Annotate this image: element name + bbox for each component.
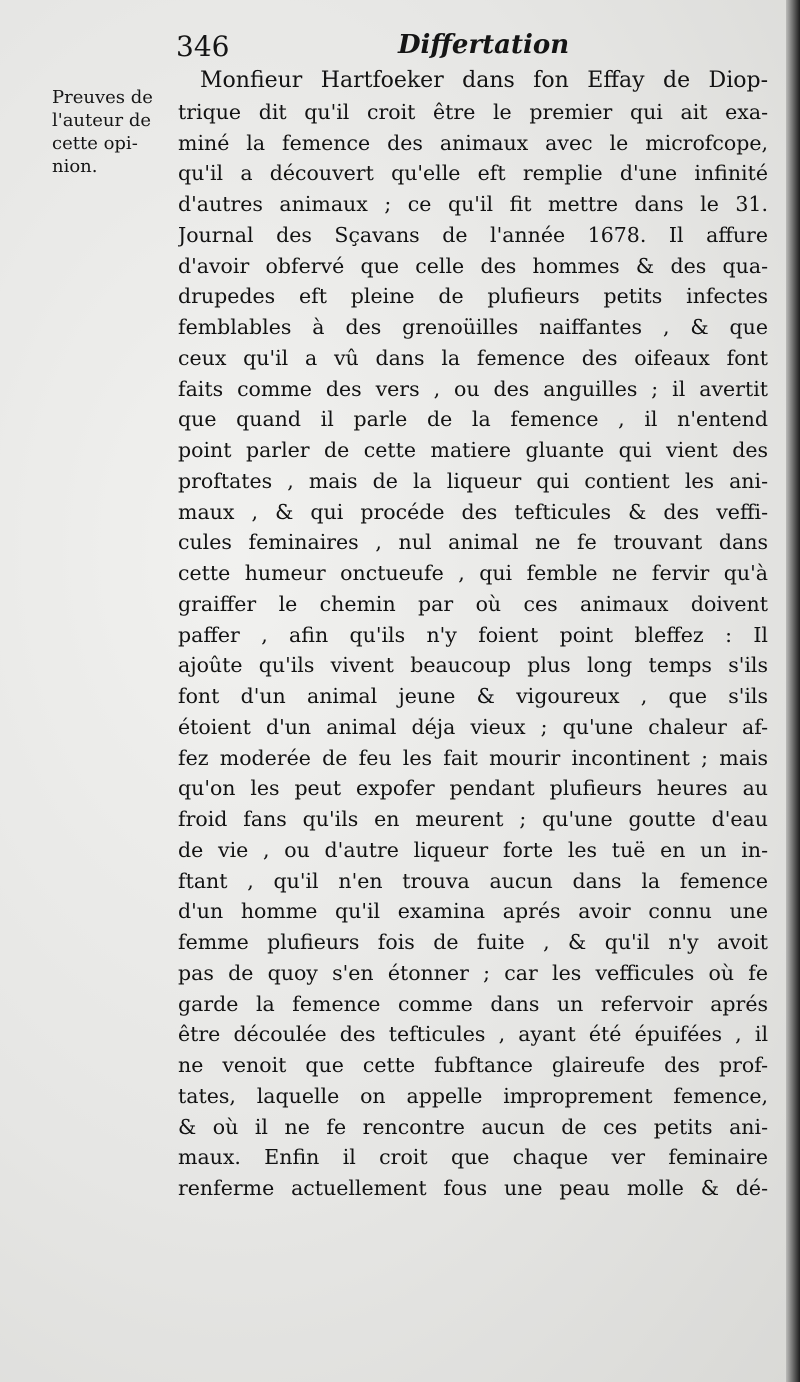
text-line: femblables à des grenoüilles naiffantes , & que (178, 315, 768, 339)
text-line: de vie , ou d'autre liqueur forte les tuë en un in- (178, 837, 768, 862)
text-line: drupedes eft pleine de plufieurs petits infectes (178, 284, 768, 309)
text-line: ftant , qu'il n'en trouva aucun dans la femence (178, 868, 768, 893)
text-line: garde la femence comme dans un refervoir aprés (178, 991, 768, 1016)
page-header (0, 22, 790, 72)
running-title: Differtation (398, 30, 570, 60)
text-line: & où il ne fe rencontre aucun de ces petits ani- (178, 1114, 768, 1139)
text-line: maux , & qui procéde des tefticules & des veffi- (178, 499, 768, 524)
text-line: point parler de cette matiere gluante qui vient des (178, 438, 768, 462)
text-line: qu'il a découvert qu'elle eft remplie d'une infinité (178, 161, 768, 186)
text-line: que quand il parle de la femence , il n'entend (178, 407, 768, 432)
text-line: ajoûte qu'ils vivent beaucoup plus long temps s'ils (178, 653, 768, 678)
text-line: d'autres animaux ; ce qu'il fit mettre dans le 31. (178, 192, 768, 216)
text-line: ceux qu'il a vû dans la femence des oifeaux font (178, 345, 768, 370)
text-line: être découlée des tefticules , ayant été épuifées , il (178, 1022, 768, 1047)
text-line: maux. Enfin il croit que chaque ver feminaire (178, 1145, 768, 1170)
text-line: proftates , mais de la liqueur qui contient les ani- (178, 468, 768, 493)
text-line: Monfieur Hartfoeker dans fon Effay de Diop- (200, 68, 768, 93)
text-line: étoient d'un animal déja vieux ; qu'une chaleur af- (178, 714, 768, 739)
marginal-note-line: l'auteur de (52, 110, 152, 131)
text-line: froid fans qu'ils en meurent ; qu'une goutte d'eau (178, 807, 768, 831)
text-line: cules feminaires , nul animal ne fe trouvant dans (178, 530, 768, 555)
marginal-note-line: nion. (52, 156, 98, 177)
text-line: graiffer le chemin par où ces animaux doivent (178, 591, 768, 616)
text-line: d'un homme qu'il examina aprés avoir connu une (178, 899, 768, 924)
text-line: Journal des Sçavans de l'année 1678. Il affure (178, 222, 768, 247)
marginal-note (52, 86, 170, 178)
text-line: paffer , afin qu'ils n'y foient point bleffez : Il (178, 622, 768, 647)
text-line: d'avoir obfervé que celle des hommes & des qua- (178, 253, 768, 278)
text-line: femme plufieurs fois de fuite , & qu'il n'y avoit (178, 930, 768, 954)
text-line: trique dit qu'il croit être le premier qui ait exa- (178, 99, 768, 124)
page-number: 346 (176, 30, 230, 63)
text-line: miné la femence des animaux avec le microfcope, (178, 130, 768, 155)
body-text (178, 66, 768, 1204)
page-edge-shadow (786, 0, 800, 1382)
text-line: qu'on les peut expofer pendant plufieurs heures au (178, 776, 768, 801)
text-line: cette humeur onctueufe , qui femble ne fervir qu'à (178, 561, 768, 585)
text-line: renferme actuellement fous une peau molle & dé- (178, 1176, 768, 1200)
text-line: pas de quoy s'en étonner ; car les vefficules où fe (178, 960, 768, 985)
marginal-note-line: Preuves de (52, 87, 153, 108)
text-line: fez moderée de feu les fait mourir incontinent ; mais (178, 745, 768, 770)
marginal-note-line: cette opi- (52, 133, 138, 154)
text-line: ne venoit que cette fubftance glaireufe des prof- (178, 1053, 768, 1077)
text-line: tates, laquelle on appelle improprement femence, (178, 1083, 768, 1108)
text-line: font d'un animal jeune & vigoureux , que s'ils (178, 684, 768, 708)
text-line: faits comme des vers , ou des anguilles ; il avertit (178, 376, 768, 401)
